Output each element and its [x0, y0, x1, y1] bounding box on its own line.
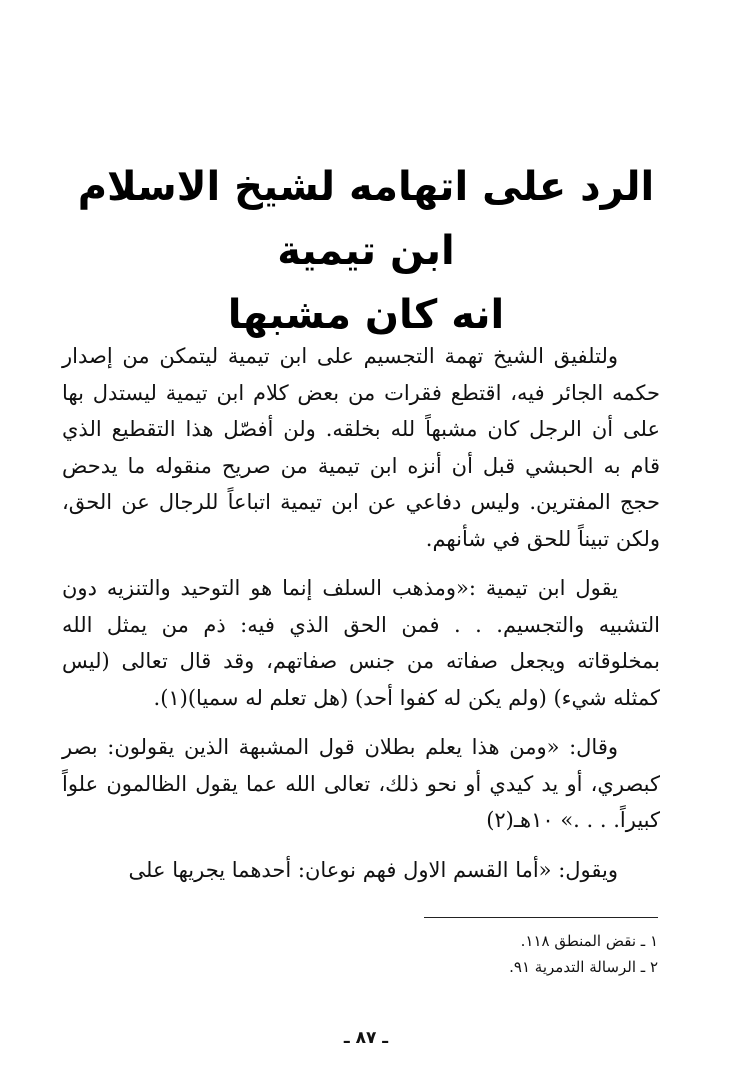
footnote-1: ١ ـ نقض المنطق ١١٨. — [520, 932, 658, 950]
chapter-title-line-1: الرد على اتهامه لشيخ الاسلام ابن تيمية — [77, 164, 655, 274]
paragraph-3: وقال: «ومن هذا يعلم بطلان قول المشبهة الذين يقولون: بصر كبصري، أو يد كيدي أو نحو ذلك، تعالى الله عما يقول الظالمون علواً كبيراً. . . .» ١٠هـ(٢) — [62, 735, 660, 832]
page-number: ـ ٨٧ ـ — [343, 1028, 389, 1048]
chapter-title — [60, 155, 672, 347]
body-text — [62, 338, 660, 901]
footnote-separator — [424, 917, 658, 918]
footnote-2: ٢ ـ الرسالة التدمرية ٩١. — [509, 958, 658, 976]
paragraph-2: يقول ابن تيمية :«ومذهب السلف إنما هو التوحيد والتنزيه دون التشبيه والتجسيم. . . فمن الحق الذي فيه: ذم من يمثل الله بمخلوقاته ويجعل صفاته من جنس صفاتهم، وقد قال تعالى (ليس كمثله شيء) (ولم يكن له كفوا أحد) (هل تعلم له سميا)(١). — [62, 576, 660, 710]
paragraph-1: ولتلفيق الشيخ تهمة التجسيم على ابن تيمية ليتمكن من إصدار حكمه الجائر فيه، اقتطع فقرات من بعض كلام ابن تيمية ليستدل بها على أن الرجل كان مشبهاً لله بخلقه. ولن أفصّل هذا التقطيع الذي قام به الحبشي قبل أن أنزه ابن تيمية من صريح منقوله ما يدحض حجج المفترين. وليس دفاعي عن ابن تيمية اتباعاً للرجال عن الحق، ولكن تبيناً للحق في شأنهم. — [62, 344, 660, 551]
paragraph-4: ويقول: «أما القسم الاول فهم نوعان: أحدهما يجريها على — [128, 857, 618, 882]
chapter-title-line-2: انه كان مشبها — [227, 292, 505, 338]
footnotes — [420, 928, 658, 980]
